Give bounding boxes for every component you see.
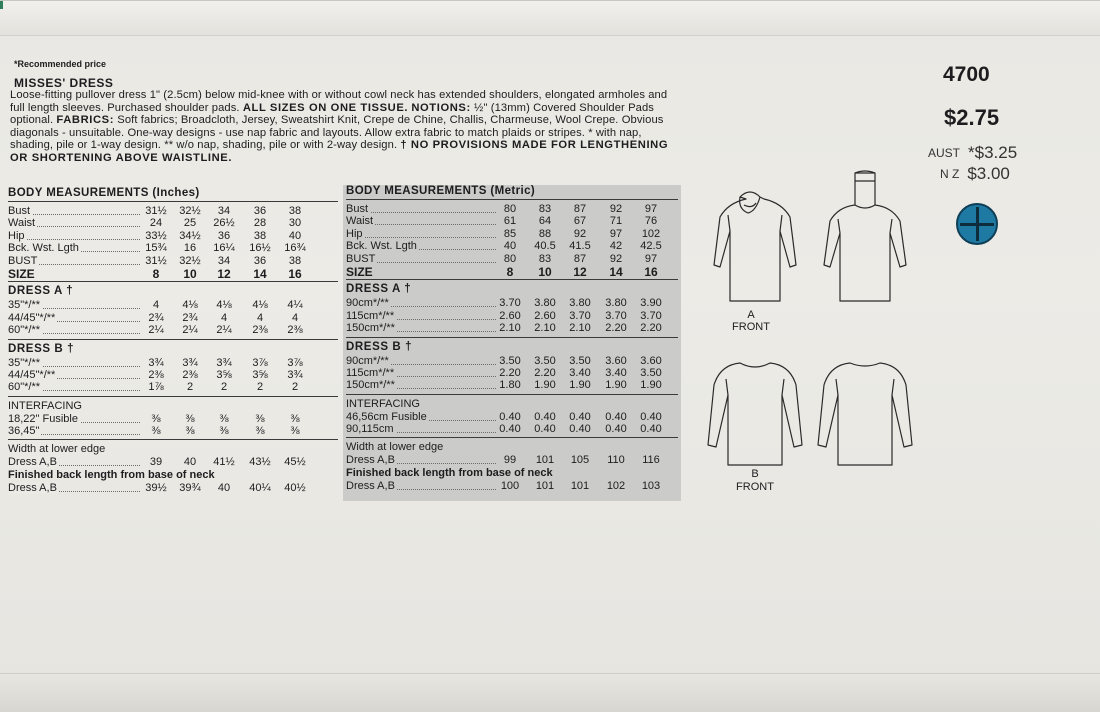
table-rule	[346, 199, 678, 200]
row-value: 1.90	[605, 379, 627, 392]
row-value: 2⅜	[148, 368, 164, 381]
row-value: 4⅛	[182, 299, 198, 312]
yardage-row	[8, 324, 338, 336]
row-value: 8	[152, 266, 160, 281]
row-label: Dress A,B	[8, 481, 57, 494]
table-rule	[346, 337, 678, 338]
row-value: 3⅞	[252, 356, 268, 369]
row-value: 1.90	[569, 379, 591, 392]
row-value: 76	[644, 215, 658, 228]
nz-price-row	[940, 163, 1010, 183]
row-value: ⅜	[185, 412, 195, 425]
row-value: 3.50	[640, 366, 662, 379]
measurement-row	[8, 255, 338, 267]
row-value: 61	[503, 215, 517, 228]
row-value: 3.80	[569, 297, 591, 310]
row-value: 34	[217, 205, 231, 217]
measurement-row	[346, 215, 678, 227]
row-value: 103	[641, 479, 661, 492]
row-value: 87	[573, 203, 587, 215]
notions-text: ½" (13mm) Covered Shoulder Pads optional.	[10, 101, 654, 127]
row-value: 101	[535, 454, 555, 467]
envelope-top-flap	[0, 1, 1100, 36]
row-value: 4¼	[287, 299, 303, 312]
row-label: Dress A,B	[346, 479, 395, 492]
row-value: ⅜	[151, 425, 161, 438]
row-value: 3¾	[287, 368, 303, 381]
fabrics-text: Soft fabrics; Broadcloth, Jersey, Sweatshirt Knit, Crepe de Chine, Challis, Charmeuse, Wool Crepe. Obvious diagonals - unsuitable. One-way designs - use nap fabric and layouts. Allow extra fabric to match plaids or stripes.	[10, 114, 664, 139]
row-value: 3.70	[640, 309, 662, 322]
row-value: 102	[606, 479, 626, 492]
row-value: 3⅝	[252, 368, 268, 381]
sketch-b-label: B	[751, 468, 759, 480]
row-label: 90cm*/**	[346, 354, 389, 367]
table-header: BODY MEASUREMENTS (Metric)	[346, 185, 536, 197]
row-label: 90,115cm	[346, 423, 394, 436]
measurement-row	[8, 205, 338, 217]
row-value: 2.10	[569, 322, 591, 335]
back-length-label: Finished back length from base of neck	[8, 468, 215, 481]
measurement-row	[8, 217, 338, 229]
row-value: 0.40	[569, 410, 591, 423]
row-value: 40	[183, 456, 197, 469]
row-value: 39½	[145, 481, 167, 494]
row-label: Bust	[8, 205, 31, 217]
yardage-row	[346, 310, 678, 322]
row-value: 3.70	[605, 309, 627, 322]
row-value: 2.20	[640, 322, 662, 335]
fabrics-label: FABRICS:	[56, 114, 115, 127]
row-label: BUST	[8, 254, 38, 267]
row-value: 101	[535, 479, 555, 492]
back-length-label: Finished back length from base of neck	[346, 466, 553, 479]
row-value: 40	[288, 229, 302, 242]
row-value: 2⅜	[287, 324, 303, 337]
pattern-description	[10, 89, 678, 165]
table-rule	[346, 437, 678, 438]
row-value: 41½	[213, 456, 235, 469]
yardage-row	[346, 297, 678, 309]
yardage-row	[8, 299, 338, 311]
row-value: 80	[503, 252, 517, 265]
row-value: 34½	[179, 229, 201, 242]
row-value: 4	[152, 299, 160, 312]
row-value: 14	[609, 264, 623, 279]
dress-a-section-label: DRESS A †	[346, 283, 412, 296]
row-value: 34	[217, 254, 231, 267]
row-label: Hip	[346, 227, 363, 240]
row-value: 16½	[249, 242, 271, 255]
row-value: 0.40	[499, 423, 521, 436]
row-value: 0.40	[640, 423, 662, 436]
row-value: 97	[644, 203, 658, 215]
row-value: 24	[149, 217, 163, 230]
row-value: 10	[538, 264, 552, 279]
metric-measurement-table	[346, 185, 678, 492]
row-value: ⅜	[219, 425, 229, 438]
row-label: Hip	[8, 229, 25, 242]
row-label: Waist	[8, 217, 36, 230]
provisions-note: † NO PROVISIONS MADE FOR LENGTHENING OR SHORTENING ABOVE WAISTLINE.	[10, 139, 669, 164]
row-value: 1.90	[534, 379, 556, 392]
row-value: 92	[609, 203, 623, 215]
yardage-row	[8, 357, 338, 369]
sketch-a-label: A	[747, 309, 755, 321]
table-rule	[8, 439, 338, 440]
row-label: 18,22" Fusible	[8, 412, 78, 425]
row-value: 28	[253, 217, 267, 230]
row-value: 92	[573, 227, 587, 240]
sketch-b-front-label: FRONT	[736, 481, 774, 493]
row-value: 2.60	[499, 309, 521, 322]
row-value: 0.40	[569, 423, 591, 436]
row-label: Waist	[346, 215, 374, 228]
row-value: 2	[291, 381, 299, 394]
row-value: 3.60	[605, 354, 627, 367]
pattern-number: 4700	[943, 63, 990, 86]
row-value: 0.40	[640, 410, 662, 423]
row-value: 41.5	[569, 240, 591, 253]
yardage-row	[346, 379, 678, 391]
row-label: 35"*/**	[8, 299, 41, 312]
row-label: 115cm*/**	[346, 309, 395, 322]
notions-label: NOTIONS:	[411, 101, 471, 114]
row-value: 32½	[179, 254, 201, 267]
interfacing-section-label: INTERFACING	[346, 397, 420, 410]
row-value: 16¾	[284, 242, 306, 255]
row-value: ⅜	[255, 425, 265, 438]
description-text: Loose-fitting pullover dress 1" (2.5cm) below mid-knee with or without cowl neck has extended shoulders, elongated armholes and full length sleeves. Purchased shoulder pads.	[10, 89, 668, 114]
row-value: 2.10	[499, 322, 521, 335]
row-value: 3.40	[569, 366, 591, 379]
row-value: 3⅞	[287, 356, 303, 369]
row-value: 30	[288, 217, 302, 230]
row-value: 39¾	[179, 481, 201, 494]
row-label: Dress A,B	[8, 456, 57, 469]
row-value: 42.5	[640, 240, 662, 253]
row-label: 44/45"*/**	[8, 311, 56, 324]
row-label: 35"*/**	[8, 356, 41, 369]
row-value: 3⅝	[216, 368, 232, 381]
table-rule	[346, 394, 678, 395]
row-value: 32½	[179, 205, 201, 217]
row-value: 64	[538, 215, 552, 228]
table-rule	[8, 201, 338, 202]
row-value: 43½	[249, 456, 271, 469]
yardage-row	[346, 423, 678, 435]
row-value: ⅜	[255, 412, 265, 425]
row-value: 14	[253, 266, 267, 281]
row-value: 100	[500, 479, 520, 492]
row-value: 3.60	[640, 354, 662, 367]
row-label: Dress A,B	[346, 454, 395, 467]
row-value: 0.40	[499, 410, 521, 423]
inches-measurement-table	[8, 187, 338, 494]
price: $2.75	[944, 105, 1000, 130]
row-value: 12	[217, 266, 231, 281]
row-value: 0.40	[605, 423, 627, 436]
dress-b-section-label: DRESS B †	[8, 342, 75, 355]
row-value: 45½	[284, 456, 306, 469]
row-label: 60"*/**	[8, 324, 41, 337]
dress-a-section-label: DRESS A †	[8, 285, 74, 298]
row-value: ⅜	[290, 425, 300, 438]
row-value: 40	[217, 481, 231, 494]
aust-label: AUST	[928, 146, 961, 160]
row-value: 4	[220, 311, 228, 324]
size-row	[346, 265, 678, 277]
row-label: Bck. Wst. Lgth	[346, 240, 417, 253]
measurement-row	[346, 228, 678, 240]
row-value: 40	[503, 240, 517, 253]
row-label: 150cm*/**	[346, 379, 395, 392]
row-value: 8	[506, 264, 514, 279]
row-value: 40.5	[534, 240, 556, 253]
row-value: 97	[644, 252, 658, 265]
row-value: 1.90	[640, 379, 662, 392]
yardage-row	[8, 425, 338, 437]
row-value: 2	[186, 381, 194, 394]
dress-b-back-sketch	[818, 363, 912, 465]
row-value: 2.20	[534, 366, 556, 379]
row-value: 4⅛	[216, 299, 232, 312]
row-value: 3¾	[182, 356, 198, 369]
row-value: 16	[183, 242, 197, 255]
row-label: Bck. Wst. Lgth	[8, 242, 79, 255]
row-label: 150cm*/**	[346, 322, 395, 335]
yardage-row	[346, 322, 678, 334]
row-value: 2.60	[534, 309, 556, 322]
envelope-bottom-flap	[0, 673, 1100, 712]
row-value: 36	[253, 254, 267, 267]
row-label: 46,56cm Fusible	[346, 410, 427, 423]
row-value: 2¼	[216, 324, 232, 337]
row-label: SIZE	[8, 266, 35, 281]
row-value: 0.40	[605, 410, 627, 423]
yardage-row	[346, 367, 678, 379]
yardage-row	[8, 413, 338, 425]
row-value: 2.10	[534, 322, 556, 335]
row-value: 12	[573, 264, 587, 279]
row-value: 36	[253, 205, 267, 217]
row-value: 42	[609, 240, 623, 253]
nz-price: $3.00	[967, 164, 1010, 183]
row-label: SIZE	[346, 264, 373, 279]
row-value: 38	[288, 254, 302, 267]
measurement-row	[8, 242, 338, 254]
row-value: 38	[288, 205, 302, 217]
row-value: 3.50	[569, 354, 591, 367]
width-lower-edge-label: Width at lower edge	[346, 441, 444, 454]
nz-label: N Z	[940, 167, 960, 181]
row-value: ⅜	[219, 412, 229, 425]
row-value: 16¼	[213, 242, 235, 255]
row-value: 97	[609, 227, 623, 240]
row-value: 31½	[145, 205, 167, 217]
row-value: ⅜	[151, 412, 161, 425]
measurement-row	[346, 253, 678, 265]
sketch-a-front-label: FRONT	[732, 321, 770, 333]
row-label: 115cm*/**	[346, 366, 395, 379]
row-value: 80	[503, 203, 517, 215]
pattern-title: MISSES' DRESS	[14, 76, 114, 90]
row-value: ⅜	[185, 425, 195, 438]
row-value: 101	[570, 479, 590, 492]
back-length-row	[8, 482, 338, 494]
row-value: 3.50	[534, 354, 556, 367]
row-label: 90cm*/**	[346, 297, 389, 310]
leader-dots	[348, 211, 496, 213]
row-label: 36,45"	[8, 425, 40, 438]
row-value: 110	[607, 454, 625, 467]
row-value: 40¼	[249, 481, 271, 494]
row-value: 2.20	[605, 322, 627, 335]
row-value: 4	[291, 311, 299, 324]
row-value: 2	[220, 381, 228, 394]
width-row	[8, 456, 338, 468]
aust-price-row	[928, 142, 1017, 162]
without-nap-note: ** w/o nap, shading, pile or with 2-way design.	[164, 139, 398, 152]
dress-b-section-label: DRESS B †	[346, 340, 413, 353]
row-value: 3¾	[148, 356, 164, 369]
row-value: 3¾	[216, 356, 232, 369]
row-label: 44/45"*/**	[8, 368, 56, 381]
leader-dots	[348, 236, 496, 238]
row-value: 88	[538, 227, 552, 240]
row-value: 10	[183, 266, 197, 281]
row-value: 2¼	[182, 324, 198, 337]
row-value: 25	[183, 217, 197, 230]
row-value: 0.40	[534, 410, 556, 423]
row-value: 2.20	[499, 366, 521, 379]
row-value: 4⅛	[252, 299, 268, 312]
measurement-row	[346, 240, 678, 252]
yardage-row	[346, 411, 678, 423]
row-value: 2⅜	[182, 368, 198, 381]
dress-b-front-sketch	[708, 363, 802, 465]
row-value: 2⅜	[252, 324, 268, 337]
row-value: 16	[644, 264, 658, 279]
row-value: 3.80	[534, 297, 556, 310]
row-value: 3.50	[499, 354, 521, 367]
width-row	[346, 454, 678, 466]
width-lower-edge-label: Width at lower edge	[8, 443, 106, 456]
interfacing-section-label: INTERFACING	[8, 399, 82, 412]
row-value: 3.80	[605, 297, 627, 310]
row-value: ⅜	[290, 412, 300, 425]
row-value: 2¾	[148, 311, 164, 324]
aust-price: *$3.25	[968, 143, 1018, 162]
row-value: 2¾	[182, 311, 198, 324]
row-value: 15¾	[145, 242, 167, 255]
row-value: 40½	[284, 481, 306, 494]
row-value: 31½	[145, 254, 167, 267]
row-value: 83	[538, 203, 552, 215]
row-value: 85	[503, 227, 517, 240]
row-value: 36	[217, 229, 231, 242]
yardage-row	[8, 312, 338, 324]
row-value: 92	[609, 252, 623, 265]
row-value: 33½	[145, 229, 167, 242]
measurement-row	[346, 203, 678, 215]
row-value: 102	[641, 227, 661, 240]
row-value: 0.40	[534, 423, 556, 436]
yardage-row	[8, 381, 338, 393]
row-value: 3.70	[569, 309, 591, 322]
row-value: 3.90	[640, 297, 662, 310]
row-label: 60"*/**	[8, 381, 41, 394]
row-value: 3.70	[499, 297, 521, 310]
row-value: 83	[538, 252, 552, 265]
row-value: 1⅞	[148, 381, 164, 394]
yardage-row	[346, 355, 678, 367]
row-value: 4	[256, 311, 264, 324]
green-tab	[0, 1, 3, 9]
dress-sketches	[700, 169, 920, 499]
row-value: 16	[288, 266, 302, 281]
metric-measurement-panel	[343, 185, 681, 501]
row-value: 71	[609, 215, 623, 228]
back-length-row	[346, 480, 678, 492]
leader-dots	[10, 238, 140, 240]
row-value: 39	[149, 456, 163, 469]
row-value: 2	[256, 381, 264, 394]
dress-a-front-sketch	[714, 192, 796, 301]
row-value: 38	[253, 229, 267, 242]
row-value: 116	[642, 454, 660, 467]
table-rule	[8, 339, 338, 340]
row-label: BUST	[346, 252, 376, 265]
table-rule	[8, 281, 338, 282]
cross-circle-logo-icon	[956, 203, 998, 245]
row-label: Bust	[346, 203, 369, 215]
row-value: 87	[573, 252, 587, 265]
yardage-row	[8, 369, 338, 381]
measurement-row	[8, 230, 338, 242]
row-value: 99	[503, 454, 517, 467]
row-value: 26½	[213, 217, 235, 230]
table-header: BODY MEASUREMENTS (Inches)	[8, 187, 200, 199]
row-value: 1.80	[499, 379, 521, 392]
all-sizes-note: ALL SIZES ON ONE TISSUE.	[242, 101, 409, 114]
nap-note: * with nap, shading, pile or 1-way design.	[10, 126, 642, 152]
size-row	[8, 267, 338, 279]
row-value: 67	[573, 215, 587, 228]
row-value: 2¼	[148, 324, 164, 337]
recommended-price-note: *Recommended price	[14, 59, 107, 69]
dress-a-cowl-sketch	[824, 171, 906, 301]
row-value: 105	[570, 454, 590, 467]
table-rule	[346, 279, 678, 280]
row-value: 3.40	[605, 366, 627, 379]
table-rule	[8, 396, 338, 397]
